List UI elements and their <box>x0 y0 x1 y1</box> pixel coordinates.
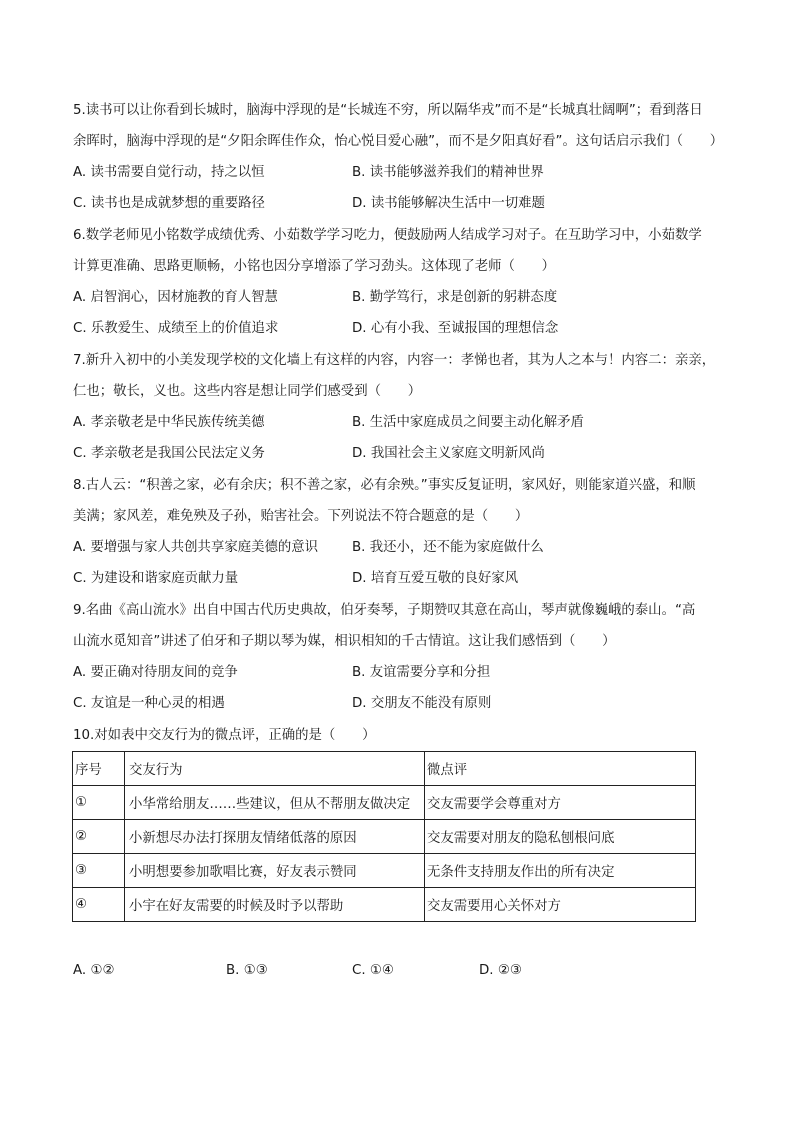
table-header-cell: 交友行为 <box>125 752 425 786</box>
option-b[interactable]: B. 友谊需要分享和分担 <box>352 665 491 680</box>
friendship-table <box>72 751 696 922</box>
table-cell: ④ <box>73 888 125 922</box>
question-stem-line: 7.新升入初中的小美发现学校的文化墙上有这样的内容，内容一：孝悌也者，其为人之本与！内容二：亲亲， <box>73 353 716 368</box>
table-cell: 交友需要用心关怀对方 <box>425 888 696 922</box>
question-stem-line: 5.读书可以让你看到长城时，脑海中浮现的是“长城连不穷，所以隔华戎”而不是“长城真壮阔啊”；看到落日 <box>73 103 703 118</box>
option-a[interactable]: A. 要增强与家人共创共享家庭美德的意识 <box>73 540 319 555</box>
table-header-cell: 序号 <box>73 752 125 786</box>
question-stem-line: 9.名曲《高山流水》出自中国古代历史典故，伯牙奏琴，子期赞叹其意在高山，琴声就像巍峨的泰山。“高 <box>73 603 696 618</box>
option-d[interactable]: D. 交朋友不能没有原则 <box>352 696 492 711</box>
question-5 <box>73 95 723 219</box>
question-6 <box>73 220 723 344</box>
option-d[interactable]: D. 读书能够解决生活中一切难题 <box>352 196 545 211</box>
option-c[interactable]: C. ①④ <box>352 963 394 978</box>
option-d[interactable]: D. 我国社会主义家庭文明新风尚 <box>352 446 545 461</box>
question-10 <box>73 720 723 751</box>
question-10-options <box>73 955 723 986</box>
option-b[interactable]: B. 生活中家庭成员之间要主动化解矛盾 <box>352 415 584 430</box>
table-cell: ③ <box>73 854 125 888</box>
option-d[interactable]: D. ②③ <box>479 963 522 978</box>
question-stem-line: 10.对如表中交友行为的微点评，正确的是（ ） <box>73 728 376 743</box>
question-stem-line: 山流水觅知音”讲述了伯牙和子期以琴为媒，相识相知的千古情谊。这让我们感悟到（ ） <box>73 634 616 649</box>
option-c[interactable]: C. 为建设和谐家庭贡献力量 <box>73 571 239 586</box>
question-9 <box>73 595 723 719</box>
option-c[interactable]: C. 孝亲敬老是我国公民法定义务 <box>73 446 265 461</box>
table-header-row <box>73 752 696 786</box>
option-a[interactable]: A. 启智润心，因材施教的育人智慧 <box>73 290 278 305</box>
option-b[interactable]: B. ①③ <box>226 963 268 978</box>
table-cell: 交友需要对朋友的隐私刨根问底 <box>425 820 696 854</box>
question-8 <box>73 470 723 594</box>
option-a[interactable]: A. ①② <box>73 963 115 978</box>
table-cell: ② <box>73 820 125 854</box>
table-row <box>73 820 696 854</box>
option-c[interactable]: C. 乐教爱生、成绩至上的价值追求 <box>73 321 279 336</box>
table-cell: 小华常给朋友……些建议，但从不帮朋友做决定 <box>125 786 425 820</box>
option-c[interactable]: C. 读书也是成就梦想的重要路径 <box>73 196 265 211</box>
option-b[interactable]: B. 我还小，还不能为家庭做什么 <box>352 540 544 555</box>
option-b[interactable]: B. 读书能够滋养我们的精神世界 <box>352 165 544 180</box>
option-d[interactable]: D. 心有小我、至诚报国的理想信念 <box>352 321 559 336</box>
table-cell: 无条件支持朋友作出的所有决定 <box>425 854 696 888</box>
table-row <box>73 786 696 820</box>
question-7 <box>73 345 723 469</box>
table-header-cell: 微点评 <box>425 752 696 786</box>
table-row <box>73 888 696 922</box>
table-row <box>73 854 696 888</box>
question-stem-line: 仁也；敬长，义也。这些内容是想让同学们感受到（ ） <box>73 384 422 399</box>
option-a[interactable]: A. 读书需要自觉行动，持之以恒 <box>73 165 265 180</box>
table-cell: 小宇在好友需要的时候及时予以帮助 <box>125 888 425 922</box>
table-cell: 小新想尽办法打探朋友情绪低落的原因 <box>125 820 425 854</box>
table-cell: 小明想要参加歌唱比赛，好友表示赞同 <box>125 854 425 888</box>
option-c[interactable]: C. 友谊是一种心灵的相遇 <box>73 696 225 711</box>
table-cell: 交友需要学会尊重对方 <box>425 786 696 820</box>
option-b[interactable]: B. 勤学笃行，求是创新的躬耕态度 <box>352 290 558 305</box>
option-a[interactable]: A. 要正确对待朋友间的竞争 <box>73 665 238 680</box>
option-d[interactable]: D. 培育互爱互敬的良好家风 <box>352 571 519 586</box>
question-stem-line: 余晖时，脑海中浮现的是“夕阳余晖佳作众，怡心悦目爱心融”，而不是夕阳真好看”。这句话启示我们（ ） <box>73 134 724 149</box>
question-stem-line: 6.数学老师见小铭数学成绩优秀、小茹数学学习吃力，便鼓励两人结成学习对子。在互助学习中，小茹数学 <box>73 228 702 243</box>
question-stem-line: 美满；家风差，难免殃及子孙，贻害社会。下列说法不符合题意的是（ ） <box>73 509 529 524</box>
question-stem-line: 计算更准确、思路更顺畅，小铭也因分享增添了学习劲头。这体现了老师（ ） <box>73 259 556 274</box>
option-a[interactable]: A. 孝亲敬老是中华民族传统美德 <box>73 415 265 430</box>
table-cell: ① <box>73 786 125 820</box>
question-stem-line: 8.古人云：“积善之家，必有余庆；积不善之家，必有余殃。”事实反复证明，家风好，则能家道兴盛，和顺 <box>73 478 696 493</box>
